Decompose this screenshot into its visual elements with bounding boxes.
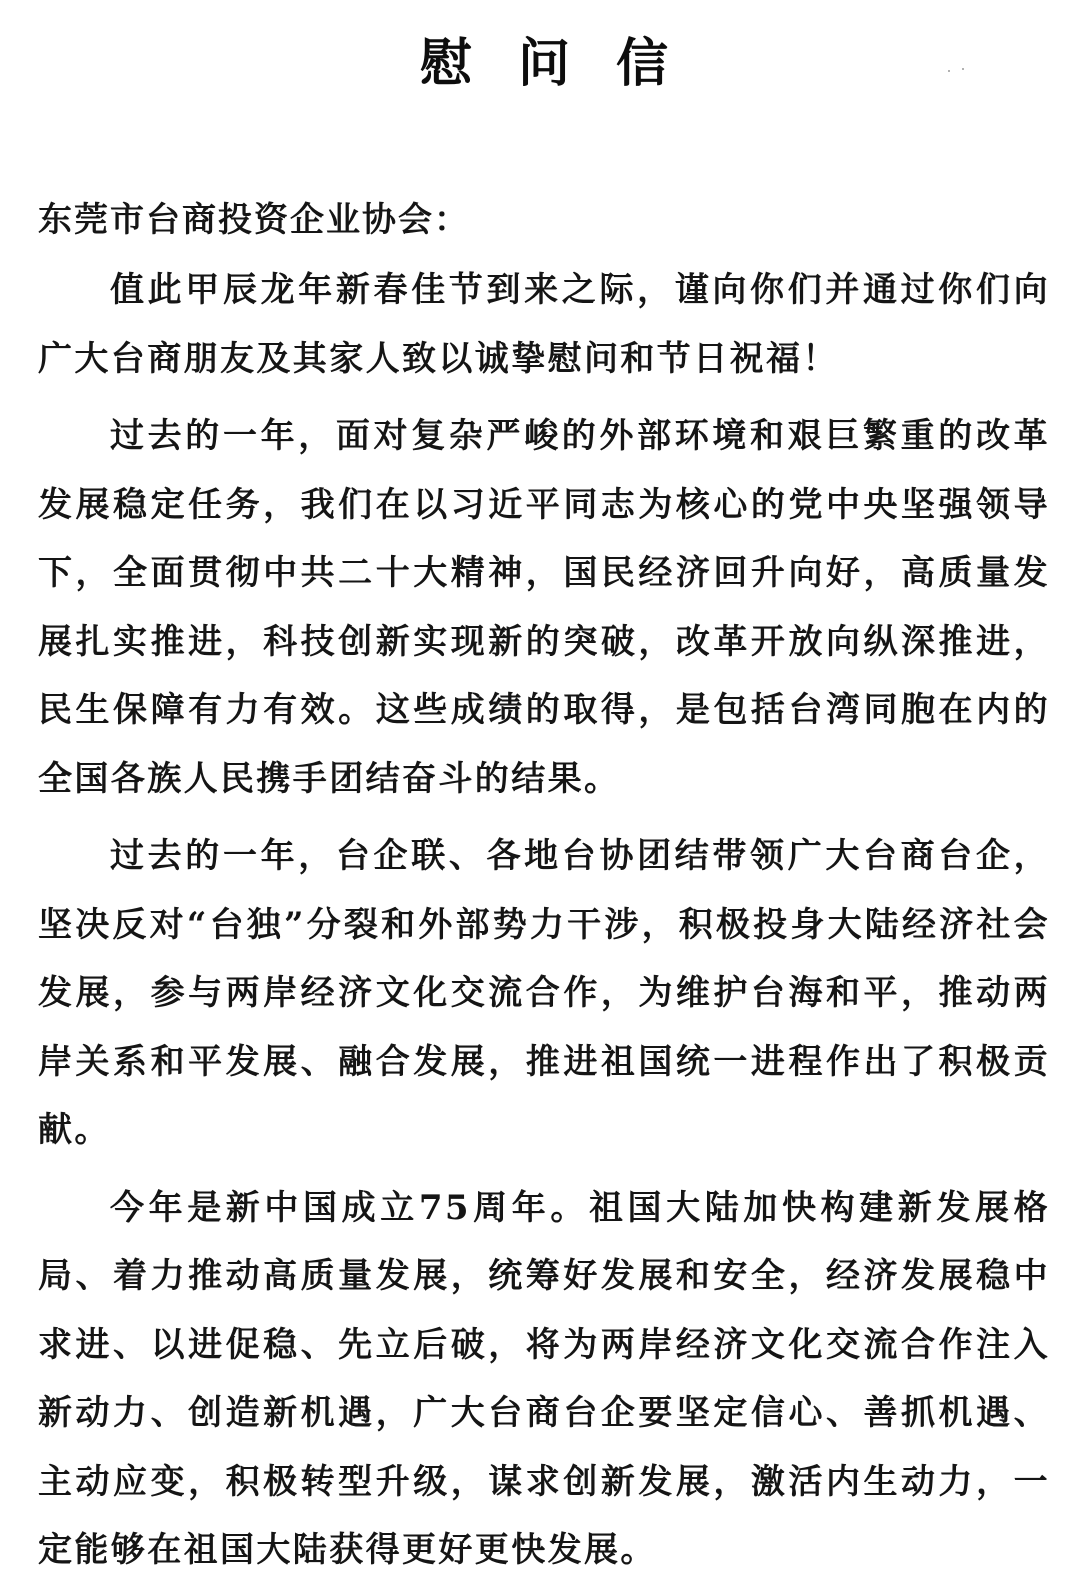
scan-speck: [948, 70, 950, 72]
letter-paragraph-3: 过去的一年，台企联、各地台协团结带领广大台商台企，坚决反对“台独”分裂和外部势力干涉，积极投身大陆经济社会发展，参与两岸经济文化交流合作，为维护台海和平，推动两岸关系和平发展、融合发展，推进祖国统一进程作出了积极贡献。: [38, 836, 1050, 1150]
letter-salutation: 东莞市台商投资企业协会：: [38, 200, 470, 240]
letter-paragraph-2: 过去的一年，面对复杂严峻的外部环境和艰巨繁重的改革发展稳定任务，我们在以习近平同志为核心的党中央坚强领导下，全面贯彻中共二十大精神，国民经济回升向好，高质量发展扎实推进，科技创新实现新的突破，改革开放向纵深推进，民生保障有力有效。这些成绩的取得，是包括台湾同胞在内的全国各族人民携手团结奋斗的结果。: [38, 416, 1050, 799]
letter-paragraph-4: 今年是新中国成立75周年。祖国大陆加快构建新发展格局、着力推动高质量发展，统筹好发展和安全，经济发展稳中求进、以进促稳、先立后破，将为两岸经济文化交流合作注入新动力、创造新机遇，广大台商台企要坚定信心、善抓机遇、主动应变，积极转型升级，谋求创新发展，激活内生动力，一定能够在祖国大陆获得更好更快发展。: [38, 1187, 1050, 1570]
letter-title: 慰问信: [419, 33, 714, 94]
letter-paragraph-1: 值此甲辰龙年新春佳节到来之际，谨向你们并通过你们向广大台商朋友及其家人致以诚挚慰问和节日祝福！: [38, 270, 1050, 379]
scan-speck: [962, 68, 964, 70]
